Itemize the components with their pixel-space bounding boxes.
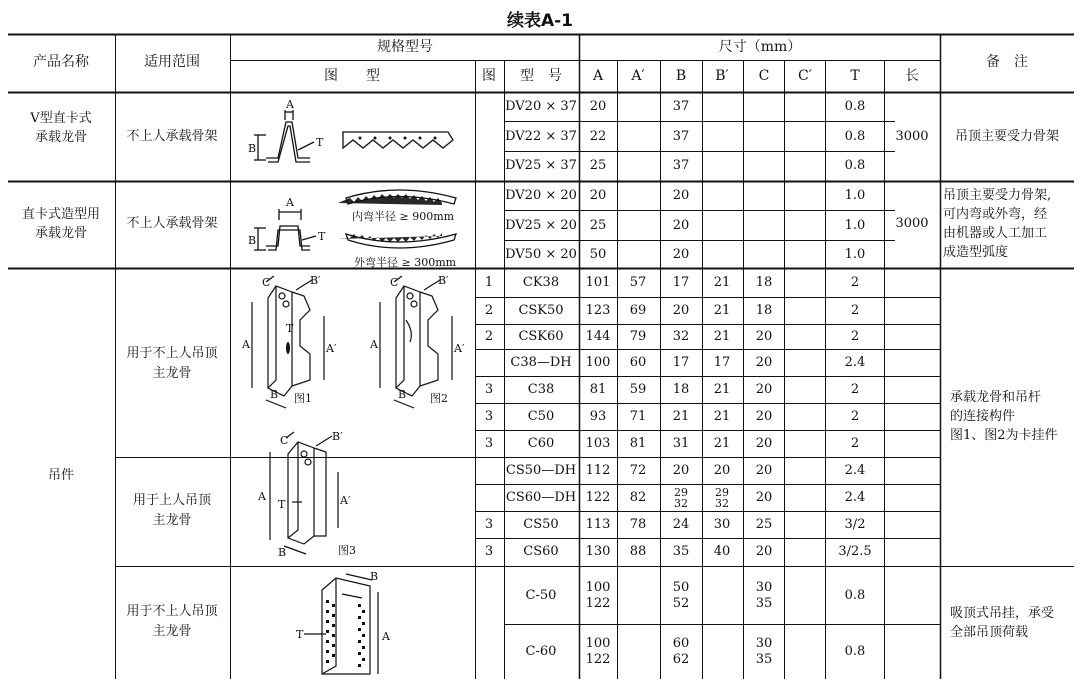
outer-radius-label: 外弯半径 ≥ 300mm (354, 256, 457, 269)
cell-t: 0.8 (844, 158, 866, 173)
cell-c: 18 (755, 275, 773, 290)
cell-t: 2 (850, 436, 860, 451)
scope-hanger-3 (126, 602, 217, 642)
cell-model: C-50 (525, 588, 557, 603)
cell-a: 112 (585, 463, 611, 478)
cell-a: 122 (585, 490, 611, 505)
cell-a2: 57 (629, 275, 647, 290)
cell-b: 31 (672, 436, 690, 451)
cell-fig: 3 (484, 436, 494, 451)
product-line: V型直卡式 (30, 111, 92, 126)
fig2-dim-b: B (398, 388, 407, 401)
cell-b2: 21 (713, 436, 731, 451)
remark-hanger-2 (950, 604, 1054, 642)
cell-b2: 29 32 (715, 486, 729, 510)
cell-c: 25 (755, 517, 773, 532)
header-product-name: 产品名称 (33, 54, 89, 70)
cell-b: 37 (672, 158, 690, 173)
cell-a: 144 (585, 329, 611, 344)
cell-b2: 21 (713, 275, 731, 290)
cell-model: CS60 (523, 544, 559, 559)
header-dimensions: 尺寸（mm） (718, 39, 802, 55)
table-title: 续表A-1 (506, 11, 574, 31)
ceiling-dim-t: T (296, 628, 304, 641)
cell-b: 17 (672, 355, 690, 370)
product-name-shaped (22, 205, 100, 243)
cell-b: 20 (672, 303, 690, 318)
fig1-dim-a-prime: A′ (326, 342, 337, 355)
shaped-channel-figure (248, 184, 470, 272)
length-v-type: 3000 (895, 129, 929, 144)
cell-b2: 30 (713, 517, 731, 532)
product-line: 承载龙骨 (34, 226, 88, 241)
cell-c: 20 (755, 436, 773, 451)
scope-line: 主龙骨 (152, 624, 192, 639)
cell-a2: 82 (629, 490, 647, 505)
cell-c: 20 (755, 463, 773, 478)
cell-a: 100 122 (585, 580, 611, 611)
cell-fig: 2 (484, 329, 494, 344)
header-col-a-prime: A′ (631, 68, 645, 84)
fig3-label: 图3 (338, 544, 356, 557)
cell-b2: 21 (713, 329, 731, 344)
cell-model: DV20 × 20 (505, 188, 577, 203)
header-col-length: 长 (905, 68, 919, 84)
cell-fig: 3 (484, 409, 494, 424)
fig2-dim-b-prime: B′ (438, 274, 449, 287)
cell-b2: 21 (713, 409, 731, 424)
cell-a: 100 122 (585, 636, 611, 667)
cell-b: 21 (672, 409, 690, 424)
scope-v-type: 不上人承载骨架 (126, 129, 218, 144)
cell-c: 20 (755, 409, 773, 424)
cell-t: 0.8 (844, 99, 866, 114)
cell-a: 20 (589, 188, 607, 203)
cell-a: 130 (585, 544, 611, 559)
v-dim-b: B (248, 142, 257, 155)
cell-a2: 69 (629, 303, 647, 318)
scope-shaped: 不上人承载骨架 (126, 216, 218, 231)
fig1-label: 图1 (294, 392, 312, 405)
header-fig-no: 图 (482, 68, 496, 84)
fig2-dim-c: C (390, 276, 399, 289)
cell-b: 60 62 (672, 636, 690, 667)
cell-a: 22 (589, 129, 607, 144)
fig1-dim-a: A (242, 338, 250, 351)
cell-c: 30 35 (755, 580, 773, 611)
fig2-dim-a: A (370, 338, 378, 351)
cell-model: DV25 × 20 (505, 218, 577, 233)
cell-c: 20 (755, 355, 773, 370)
cell-b: 29 32 (674, 486, 688, 510)
remark-line: 承载龙骨和吊杆 (950, 390, 1042, 405)
cell-a: 81 (589, 382, 607, 397)
header-spec: 规格型号 (377, 39, 433, 55)
fig1-dim-t: T (286, 322, 294, 335)
cell-a: 101 (585, 275, 611, 290)
header-remarks: 备 注 (986, 54, 1028, 70)
cell-t: 2 (850, 303, 860, 318)
cell-fig: 3 (484, 517, 494, 532)
cell-a2: 78 (629, 517, 647, 532)
cell-a2: 59 (629, 382, 647, 397)
header-col-b: B (675, 68, 687, 84)
cell-b: 35 (672, 544, 690, 559)
cell-model: DV20 × 37 (505, 99, 577, 114)
cell-c: 18 (755, 303, 773, 318)
header-model: 型 号 (520, 68, 562, 84)
header-col-c: C (758, 68, 770, 84)
scope-line: 用于上人吊顶 (132, 493, 212, 508)
header-col-b-prime: B′ (715, 68, 729, 84)
fig3-dim-c: C (280, 434, 289, 447)
remark-line: 由机器或人工加工 (943, 226, 1048, 241)
remark-line: 图1、图2为卡挂件 (950, 428, 1058, 443)
cell-b: 18 (672, 382, 690, 397)
cell-model: CK38 (522, 275, 560, 290)
cell-a2: 88 (629, 544, 647, 559)
cell-model: DV50 × 20 (505, 247, 577, 262)
cell-a: 50 (589, 247, 607, 262)
scope-hanger-2 (133, 491, 211, 531)
cell-fig: 3 (484, 544, 494, 559)
cell-b: 20 (672, 463, 690, 478)
remark-line: 可内弯或外弯，经 (943, 207, 1048, 222)
header-scope: 适用范围 (144, 54, 200, 70)
cell-model: DV25 × 37 (505, 158, 577, 173)
header-col-t: T (850, 68, 860, 84)
cell-model: C60 (527, 436, 555, 451)
fig2-dim-a-prime: A′ (454, 342, 465, 355)
cell-c: 20 (755, 382, 773, 397)
header-figure-type: 图 型 (324, 68, 380, 84)
cell-fig: 2 (484, 303, 494, 318)
product-line: 承载龙骨 (34, 130, 88, 145)
cell-c: 20 (755, 544, 773, 559)
remark-line: 成造型弧度 (943, 245, 1009, 260)
remark-line: 全部吊顶荷载 (950, 625, 1029, 640)
cell-t: 2 (850, 329, 860, 344)
scope-line: 主龙骨 (152, 513, 192, 528)
fig1-dim-b: B (270, 388, 279, 401)
cell-model: CS50—DH (505, 463, 577, 478)
cell-model: C38—DH (510, 355, 572, 370)
cell-t: 2.4 (844, 355, 866, 370)
cell-a: 103 (585, 436, 611, 451)
cell-a: 20 (589, 99, 607, 114)
cell-fig: 3 (484, 382, 494, 397)
product-name-hanger: 吊件 (47, 468, 75, 483)
product-line: 直卡式造型用 (21, 207, 101, 222)
cell-model: CSK50 (518, 303, 564, 318)
cell-model: CS50 (523, 517, 559, 532)
cell-a: 100 (585, 355, 611, 370)
product-name-v-type (30, 109, 91, 147)
header-col-a: A (592, 68, 604, 84)
cell-b: 20 (672, 218, 690, 233)
cell-b2: 17 (713, 355, 731, 370)
cell-t: 2.4 (844, 463, 866, 478)
cell-t: 2 (850, 409, 860, 424)
cell-b: 24 (672, 517, 690, 532)
cell-b: 37 (672, 99, 690, 114)
hanger-figure-3 (254, 432, 374, 564)
cell-a: 123 (585, 303, 611, 318)
cell-c: 20 (755, 329, 773, 344)
cell-t: 2 (850, 382, 860, 397)
v-channel-figure (248, 100, 468, 179)
cell-a: 25 (589, 218, 607, 233)
cell-model: CS60—DH (505, 490, 577, 505)
cell-t: 0.8 (844, 644, 866, 659)
cell-b: 50 52 (672, 580, 690, 611)
inner-radius-label: 内弯半径 ≥ 900mm (352, 210, 455, 223)
cell-model: C50 (527, 409, 555, 424)
fig3-dim-a: A (258, 490, 266, 503)
ceiling-dim-b: B (370, 570, 379, 583)
cell-a2: 72 (629, 463, 647, 478)
cell-b: 20 (672, 247, 690, 262)
fig1-dim-c: C (262, 276, 271, 289)
cell-a2: 60 (629, 355, 647, 370)
v-dim-t: T (316, 136, 324, 149)
cell-t: 2 (850, 275, 860, 290)
shaped-dim-b: B (248, 234, 257, 247)
cell-fig: 1 (484, 275, 494, 290)
fig3-dim-t: T (278, 498, 286, 511)
remark-v-type: 吊顶主要受力骨架 (954, 129, 1060, 144)
hanger-figure-1-2 (238, 276, 470, 420)
cell-b: 37 (672, 129, 690, 144)
shaped-dim-t: T (318, 230, 326, 243)
hanger-figure-ceiling (296, 570, 406, 684)
fig2-label: 图2 (430, 392, 448, 405)
cell-a2: 81 (629, 436, 647, 451)
scope-hanger-1 (126, 344, 217, 384)
cell-a2: 79 (629, 329, 647, 344)
remark-line: 的连接构件 (950, 409, 1016, 424)
fig3-dim-b: B (278, 546, 287, 559)
cell-b2: 20 (713, 463, 731, 478)
fig3-dim-b-prime: B′ (332, 430, 343, 443)
cell-model: DV22 × 37 (505, 129, 577, 144)
cell-b2: 21 (713, 382, 731, 397)
shaped-dim-a: A (286, 196, 294, 209)
scope-line: 用于不上人吊顶 (126, 346, 218, 361)
cell-model: CSK60 (518, 329, 564, 344)
cell-t: 1.0 (844, 247, 866, 262)
scope-line: 主龙骨 (152, 366, 192, 381)
cell-b: 20 (672, 188, 690, 203)
remark-line: 吸顶式吊挂，承受 (950, 606, 1055, 621)
cell-t: 0.8 (844, 588, 866, 603)
fig3-dim-a-prime: A′ (340, 494, 351, 507)
remark-hanger (950, 388, 1058, 445)
cell-t: 3/2.5 (838, 544, 872, 559)
length-shaped: 3000 (895, 216, 929, 231)
scope-line: 用于不上人吊顶 (126, 604, 218, 619)
cell-c: 30 35 (755, 636, 773, 667)
cell-model: C38 (527, 382, 555, 397)
cell-t: 1.0 (844, 218, 866, 233)
cell-a2: 71 (629, 409, 647, 424)
v-dim-a: A (286, 98, 294, 111)
cell-t: 1.0 (844, 188, 866, 203)
cell-t: 0.8 (844, 129, 866, 144)
cell-b2: 40 (713, 544, 731, 559)
ceiling-dim-a: A (382, 630, 390, 643)
cell-c: 20 (755, 490, 773, 505)
cell-b2: 21 (713, 303, 731, 318)
remark-line: 吊顶主要受力骨架, (943, 188, 1052, 203)
cell-t: 2.4 (844, 490, 866, 505)
cell-b: 17 (672, 275, 690, 290)
cell-a: 93 (589, 409, 607, 424)
remark-shaped (943, 186, 1051, 262)
header-col-c-prime: C′ (798, 68, 812, 84)
cell-a: 113 (585, 517, 611, 532)
cell-t: 3/2 (844, 517, 866, 532)
cell-a: 25 (589, 158, 607, 173)
cell-b: 32 (672, 329, 690, 344)
cell-model: C-60 (525, 644, 557, 659)
fig1-dim-b-prime: B′ (310, 274, 321, 287)
